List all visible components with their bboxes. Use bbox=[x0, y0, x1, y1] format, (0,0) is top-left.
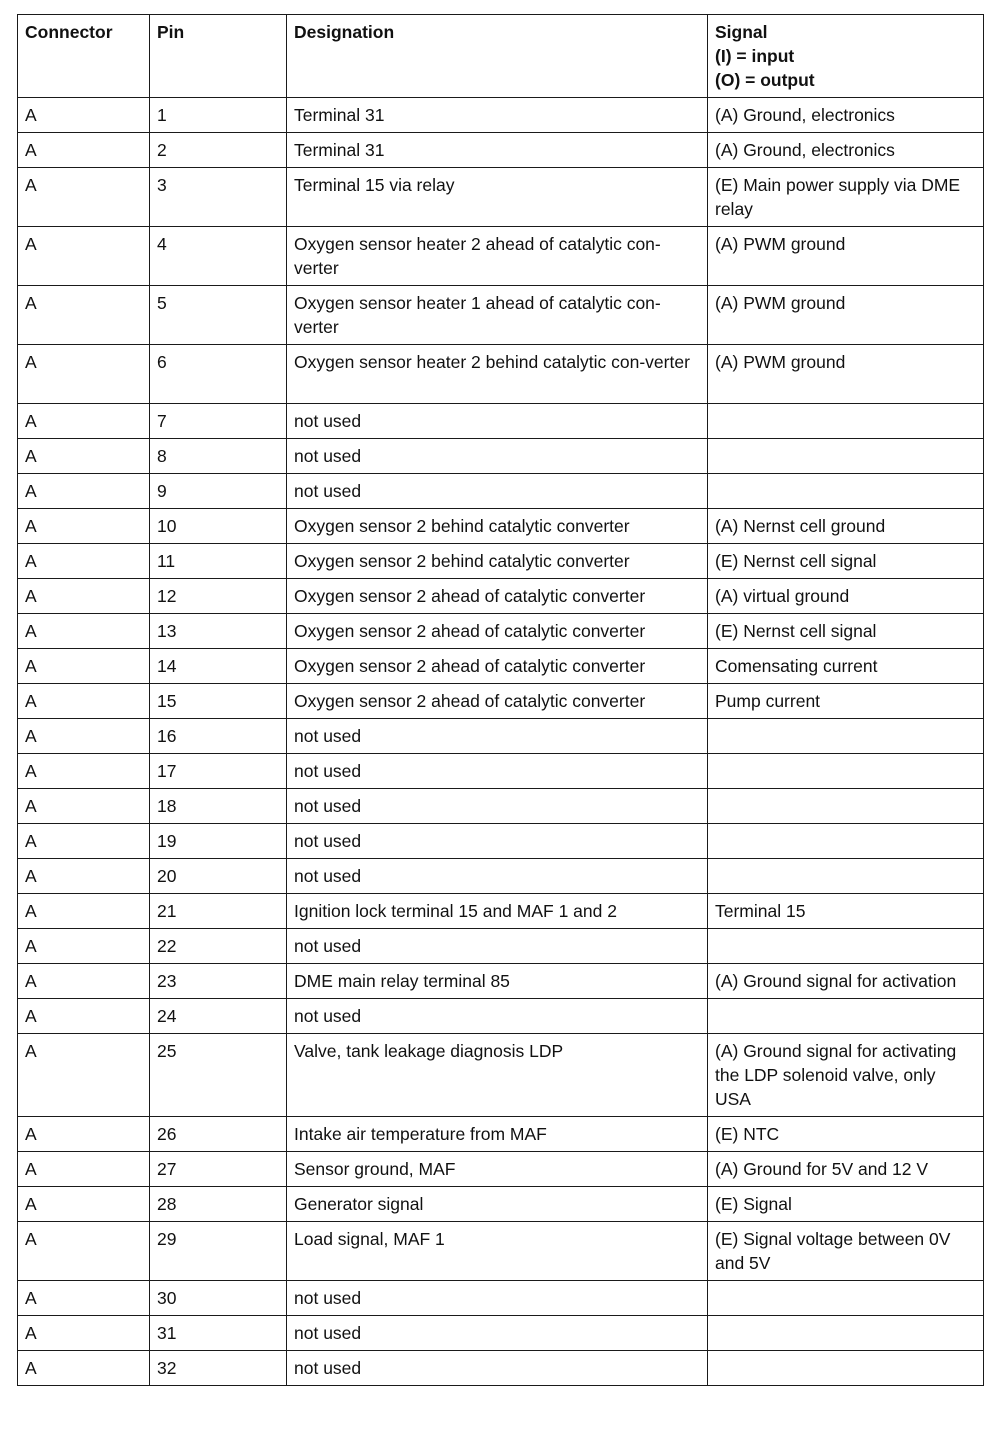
cell-signal: Pump current bbox=[708, 684, 984, 719]
cell-pin: 32 bbox=[150, 1351, 287, 1386]
cell-pin: 25 bbox=[150, 1034, 287, 1117]
cell-designation: Sensor ground, MAF bbox=[287, 1152, 708, 1187]
cell-pin: 19 bbox=[150, 824, 287, 859]
cell-pin: 3 bbox=[150, 168, 287, 227]
cell-pin: 17 bbox=[150, 754, 287, 789]
cell-signal bbox=[708, 1316, 984, 1351]
cell-designation: not used bbox=[287, 439, 708, 474]
cell-signal bbox=[708, 719, 984, 754]
table-row bbox=[18, 474, 984, 509]
cell-connector: A bbox=[18, 684, 150, 719]
table-row bbox=[18, 859, 984, 894]
cell-designation: Oxygen sensor heater 2 ahead of catalytic con-verter bbox=[287, 227, 708, 286]
table-row bbox=[18, 579, 984, 614]
cell-pin: 8 bbox=[150, 439, 287, 474]
cell-connector: A bbox=[18, 98, 150, 133]
cell-connector: A bbox=[18, 1222, 150, 1281]
cell-pin: 1 bbox=[150, 98, 287, 133]
table-row bbox=[18, 789, 984, 824]
cell-connector: A bbox=[18, 824, 150, 859]
cell-signal: (A) PWM ground bbox=[708, 345, 984, 404]
cell-connector: A bbox=[18, 404, 150, 439]
cell-designation: not used bbox=[287, 719, 708, 754]
table-row bbox=[18, 894, 984, 929]
table-row bbox=[18, 1117, 984, 1152]
table-row bbox=[18, 824, 984, 859]
header-designation: Designation bbox=[287, 15, 708, 98]
cell-pin: 27 bbox=[150, 1152, 287, 1187]
table-row bbox=[18, 719, 984, 754]
cell-signal: (E) Nernst cell signal bbox=[708, 544, 984, 579]
cell-connector: A bbox=[18, 168, 150, 227]
cell-connector: A bbox=[18, 474, 150, 509]
cell-connector: A bbox=[18, 999, 150, 1034]
cell-connector: A bbox=[18, 1187, 150, 1222]
cell-pin: 22 bbox=[150, 929, 287, 964]
cell-pin: 31 bbox=[150, 1316, 287, 1351]
cell-signal bbox=[708, 789, 984, 824]
table-row bbox=[18, 509, 984, 544]
table-row bbox=[18, 929, 984, 964]
cell-connector: A bbox=[18, 1152, 150, 1187]
cell-designation: Intake air temperature from MAF bbox=[287, 1117, 708, 1152]
cell-designation: Terminal 31 bbox=[287, 98, 708, 133]
cell-signal: (A) PWM ground bbox=[708, 227, 984, 286]
cell-signal bbox=[708, 1034, 984, 1117]
cell-connector: A bbox=[18, 227, 150, 286]
table-row bbox=[18, 964, 984, 999]
cell-connector: A bbox=[18, 789, 150, 824]
table-row bbox=[18, 544, 984, 579]
cell-pin: 4 bbox=[150, 227, 287, 286]
cell-pin: 6 bbox=[150, 345, 287, 404]
cell-connector: A bbox=[18, 544, 150, 579]
cell-connector: A bbox=[18, 1351, 150, 1386]
table-row bbox=[18, 345, 984, 404]
cell-connector: A bbox=[18, 345, 150, 404]
cell-connector: A bbox=[18, 1034, 150, 1117]
header-pin: Pin bbox=[150, 15, 287, 98]
cell-pin: 14 bbox=[150, 649, 287, 684]
cell-signal bbox=[708, 404, 984, 439]
cell-designation: Oxygen sensor 2 ahead of catalytic converter bbox=[287, 684, 708, 719]
cell-designation: not used bbox=[287, 1351, 708, 1386]
cell-signal bbox=[708, 754, 984, 789]
cell-pin: 15 bbox=[150, 684, 287, 719]
cell-signal bbox=[708, 929, 984, 964]
cell-pin: 5 bbox=[150, 286, 287, 345]
cell-signal: (A) virtual ground bbox=[708, 579, 984, 614]
table-row bbox=[18, 649, 984, 684]
cell-connector: A bbox=[18, 754, 150, 789]
cell-designation: Oxygen sensor 2 ahead of catalytic converter bbox=[287, 579, 708, 614]
cell-signal: (A) Ground, electronics bbox=[708, 133, 984, 168]
header-signal-title: Signal bbox=[715, 22, 768, 42]
cell-signal bbox=[708, 824, 984, 859]
cell-pin: 23 bbox=[150, 964, 287, 999]
cell-signal-line-2: the LDP solenoid valve, only USA bbox=[715, 1065, 936, 1109]
table-row bbox=[18, 133, 984, 168]
table-row bbox=[18, 1281, 984, 1316]
cell-signal-line-1: (A) Ground signal for activating bbox=[715, 1041, 957, 1061]
table-row bbox=[18, 1222, 984, 1281]
header-connector: Connector bbox=[18, 15, 150, 98]
cell-signal bbox=[708, 1281, 984, 1316]
cell-pin: 20 bbox=[150, 859, 287, 894]
cell-connector: A bbox=[18, 614, 150, 649]
cell-designation: Oxygen sensor 2 behind catalytic converter bbox=[287, 509, 708, 544]
cell-pin: 16 bbox=[150, 719, 287, 754]
cell-designation: Oxygen sensor 2 ahead of catalytic converter bbox=[287, 649, 708, 684]
cell-connector: A bbox=[18, 649, 150, 684]
cell-signal: (E) Nernst cell signal bbox=[708, 614, 984, 649]
cell-designation: Ignition lock terminal 15 and MAF 1 and 2 bbox=[287, 894, 708, 929]
cell-designation: Generator signal bbox=[287, 1187, 708, 1222]
cell-pin: 24 bbox=[150, 999, 287, 1034]
table-row bbox=[18, 227, 984, 286]
cell-connector: A bbox=[18, 929, 150, 964]
cell-designation: not used bbox=[287, 754, 708, 789]
cell-connector: A bbox=[18, 579, 150, 614]
cell-connector: A bbox=[18, 133, 150, 168]
cell-signal: (A) Ground for 5V and 12 V bbox=[708, 1152, 984, 1187]
cell-connector: A bbox=[18, 1281, 150, 1316]
cell-designation: Valve, tank leakage diagnosis LDP bbox=[287, 1034, 708, 1117]
table-row bbox=[18, 1187, 984, 1222]
cell-designation: not used bbox=[287, 1316, 708, 1351]
cell-designation: not used bbox=[287, 789, 708, 824]
cell-connector: A bbox=[18, 1117, 150, 1152]
table-row bbox=[18, 1152, 984, 1187]
cell-pin: 28 bbox=[150, 1187, 287, 1222]
cell-signal bbox=[708, 474, 984, 509]
cell-pin: 21 bbox=[150, 894, 287, 929]
table-row bbox=[18, 286, 984, 345]
cell-connector: A bbox=[18, 719, 150, 754]
cell-signal bbox=[708, 859, 984, 894]
cell-designation: Oxygen sensor heater 2 behind catalytic con-verter bbox=[287, 345, 708, 404]
header-signal bbox=[708, 15, 984, 98]
table-row bbox=[18, 754, 984, 789]
cell-signal: (E) NTC bbox=[708, 1117, 984, 1152]
cell-signal: (E) Main power supply via DME relay bbox=[708, 168, 984, 227]
cell-signal: (E) Signal voltage between 0V and 5V bbox=[708, 1222, 984, 1281]
cell-pin: 10 bbox=[150, 509, 287, 544]
table-row bbox=[18, 614, 984, 649]
table-row bbox=[18, 404, 984, 439]
cell-connector: A bbox=[18, 286, 150, 345]
cell-designation: not used bbox=[287, 404, 708, 439]
cell-designation: Oxygen sensor 2 behind catalytic converter bbox=[287, 544, 708, 579]
cell-signal: Comensating current bbox=[708, 649, 984, 684]
cell-designation: Load signal, MAF 1 bbox=[287, 1222, 708, 1281]
pin-assignment-table bbox=[17, 14, 984, 1386]
cell-signal bbox=[708, 999, 984, 1034]
cell-pin: 18 bbox=[150, 789, 287, 824]
cell-designation: not used bbox=[287, 474, 708, 509]
cell-designation: not used bbox=[287, 999, 708, 1034]
table-row bbox=[18, 684, 984, 719]
cell-pin: 12 bbox=[150, 579, 287, 614]
cell-pin: 13 bbox=[150, 614, 287, 649]
cell-signal: (A) Nernst cell ground bbox=[708, 509, 984, 544]
cell-designation: not used bbox=[287, 1281, 708, 1316]
cell-connector: A bbox=[18, 859, 150, 894]
cell-signal: Terminal 15 bbox=[708, 894, 984, 929]
cell-designation: not used bbox=[287, 929, 708, 964]
table-row bbox=[18, 1351, 984, 1386]
cell-connector: A bbox=[18, 439, 150, 474]
table-row bbox=[18, 1034, 984, 1117]
table-row bbox=[18, 98, 984, 133]
cell-pin: 30 bbox=[150, 1281, 287, 1316]
cell-signal: (A) Ground signal for activation bbox=[708, 964, 984, 999]
cell-designation: not used bbox=[287, 824, 708, 859]
cell-pin: 9 bbox=[150, 474, 287, 509]
cell-connector: A bbox=[18, 894, 150, 929]
cell-designation: Terminal 31 bbox=[287, 133, 708, 168]
cell-connector: A bbox=[18, 509, 150, 544]
header-row bbox=[18, 15, 984, 98]
cell-connector: A bbox=[18, 964, 150, 999]
cell-pin: 26 bbox=[150, 1117, 287, 1152]
cell-pin: 7 bbox=[150, 404, 287, 439]
cell-designation: DME main relay terminal 85 bbox=[287, 964, 708, 999]
table-row bbox=[18, 999, 984, 1034]
table-row bbox=[18, 439, 984, 474]
cell-signal bbox=[708, 439, 984, 474]
cell-designation: not used bbox=[287, 859, 708, 894]
cell-signal bbox=[708, 1351, 984, 1386]
table-row bbox=[18, 168, 984, 227]
cell-designation: Terminal 15 via relay bbox=[287, 168, 708, 227]
cell-connector: A bbox=[18, 1316, 150, 1351]
table-row bbox=[18, 1316, 984, 1351]
cell-signal: (A) Ground, electronics bbox=[708, 98, 984, 133]
table-body bbox=[18, 98, 984, 1386]
cell-pin: 29 bbox=[150, 1222, 287, 1281]
header-signal-input-legend: (I) = input bbox=[715, 46, 795, 66]
cell-designation: Oxygen sensor 2 ahead of catalytic converter bbox=[287, 614, 708, 649]
table-header bbox=[18, 15, 984, 98]
cell-signal: (E) Signal bbox=[708, 1187, 984, 1222]
cell-pin: 11 bbox=[150, 544, 287, 579]
cell-signal: (A) PWM ground bbox=[708, 286, 984, 345]
cell-pin: 2 bbox=[150, 133, 287, 168]
header-signal-output-legend: (O) = output bbox=[715, 70, 815, 90]
cell-designation: Oxygen sensor heater 1 ahead of catalytic con-verter bbox=[287, 286, 708, 345]
